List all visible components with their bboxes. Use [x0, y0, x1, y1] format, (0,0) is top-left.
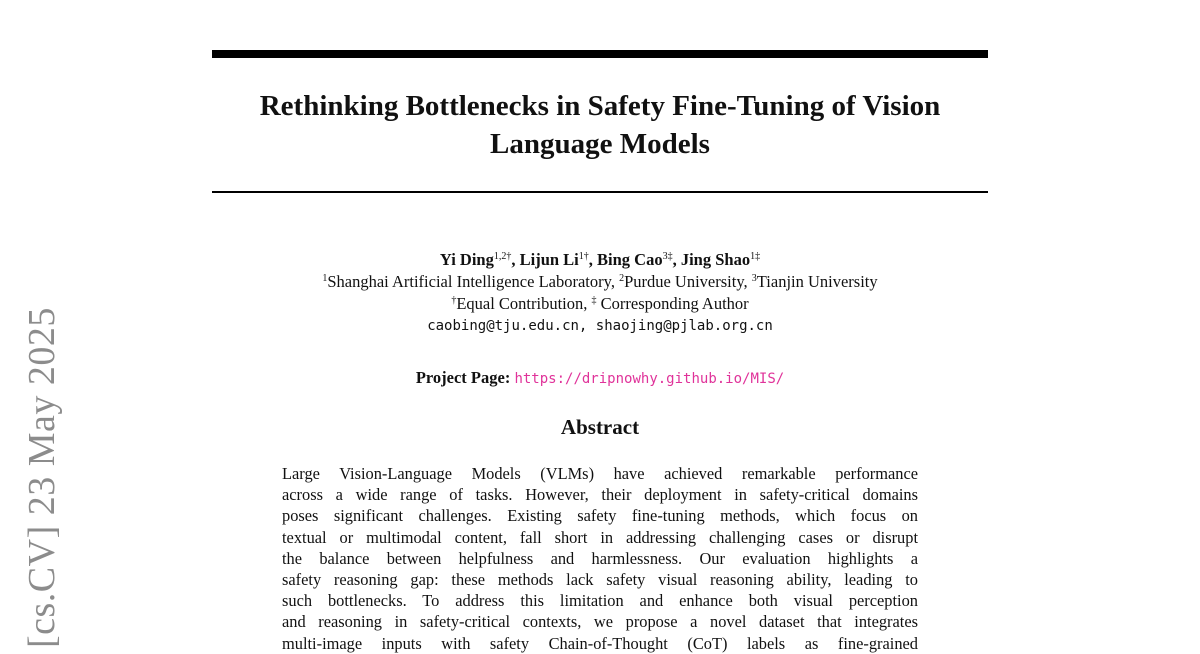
author-name: Jing Shao	[680, 250, 751, 269]
abstract-line: the balance between helpfulness and harmlessness. Our evaluation highlights a	[282, 548, 918, 568]
author-mark: 1†	[578, 251, 589, 262]
abstract-heading: Abstract	[560, 415, 640, 439]
paper-title	[200, 87, 1000, 163]
affiliation-mark: 2	[619, 273, 625, 284]
author-list	[200, 248, 1000, 271]
abstract-line: textual or multimodal content, fall short in addressing challenging cases or disrupt	[282, 527, 918, 547]
abstract-line: multi-image inputs with safety Chain-of-Thought (CoT) labels as fine-grained	[282, 633, 918, 653]
affiliation-name: Tianjin University	[756, 272, 878, 291]
abstract-body	[282, 463, 918, 654]
project-page-link[interactable]: https://dripnowhy.github.io/MIS/	[514, 371, 785, 387]
title-line-1: Rethinking Bottlenecks in Safety Fine-Tuning of Vision	[259, 90, 941, 122]
author-separator: ,	[588, 250, 598, 269]
affiliation-mark: 1	[322, 273, 328, 284]
author-mark: 3‡	[662, 251, 673, 262]
affiliation-separator: ,	[743, 272, 752, 291]
equal-contribution-text: Equal Contribution,	[456, 294, 592, 313]
equal-contribution-mark: †	[451, 295, 457, 306]
abstract-line: safety reasoning gap: these methods lack safety visual reasoning ability, leading to	[282, 569, 918, 589]
author-mark: 1‡	[750, 251, 761, 262]
project-page	[200, 367, 1000, 390]
author-separator: ,	[672, 250, 681, 269]
corresponding-author-text: Corresponding Author	[596, 294, 749, 313]
title-top-rule	[212, 50, 988, 58]
abstract-line: poses significant challenges. Existing safety fine-tuning methods, which focus on	[282, 506, 918, 526]
project-page-label: Project Page:	[415, 368, 511, 387]
corresponding-author-mark: ‡	[591, 295, 597, 306]
author-emails: caobing@tju.edu.cn, shaojing@pjlab.org.cn	[427, 318, 773, 334]
arxiv-side-stamp: [cs.CV] 23 May 2025	[21, 307, 63, 648]
title-line-2: Language Models	[490, 128, 710, 160]
abstract-line: and reasoning in safety-critical contexts, we propose a novel dataset that integrates	[282, 612, 918, 632]
author-separator: ,	[511, 250, 520, 269]
contribution-note	[200, 293, 1000, 315]
abstract-line: Large Vision-Language Models (VLMs) have achieved remarkable performance	[282, 464, 918, 483]
author-name: Bing Cao	[597, 250, 663, 269]
author-mark: 1,2†	[493, 251, 512, 262]
affiliation-list	[200, 271, 1000, 293]
title-bottom-rule	[212, 191, 988, 193]
author-name: Lijun Li	[519, 250, 579, 269]
abstract-line: across a wide range of tasks. However, their deployment in safety-critical domains	[282, 485, 918, 505]
affiliation-name: Shanghai Artificial Intelligence Laboratory	[327, 272, 611, 291]
affiliation-separator: ,	[610, 272, 620, 291]
abstract-line: such bottlenecks. To address this limitation and enhance both visual perception	[282, 591, 918, 611]
affiliation-mark: 3	[751, 273, 757, 284]
affiliation-name: Purdue University	[624, 272, 744, 291]
author-name: Yi Ding	[439, 250, 494, 269]
